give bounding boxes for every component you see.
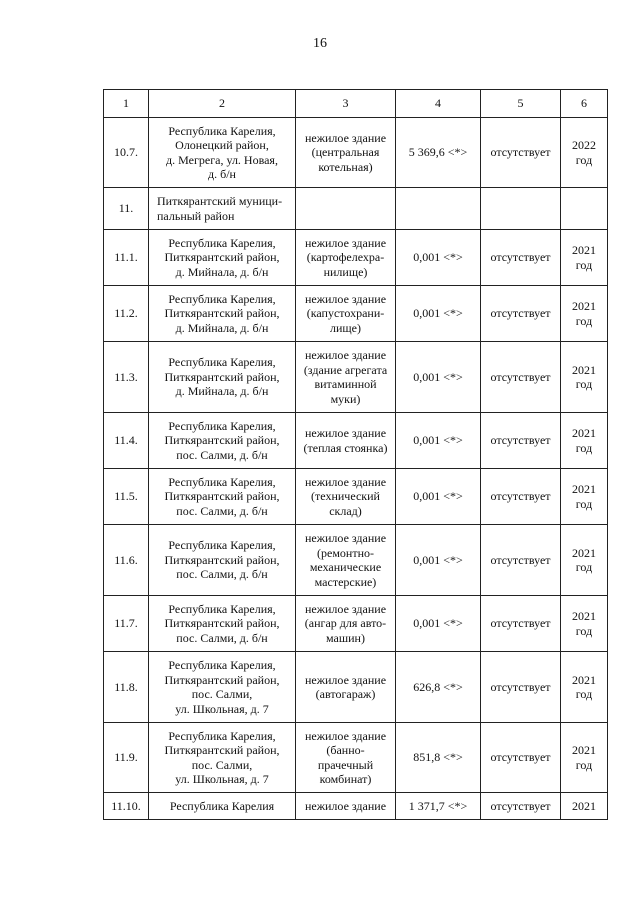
area-cell: 0,001 <*> <box>396 525 481 596</box>
column-header: 1 <box>104 90 149 118</box>
status-cell: отсутствует <box>481 413 561 469</box>
property-table <box>103 89 608 820</box>
address-cell: Питкярантский муници- пальный район <box>149 188 296 230</box>
status-cell: отсутствует <box>481 652 561 723</box>
object-type-cell: нежилое здание (ремонтно- механические мастерские) <box>296 525 396 596</box>
object-type-cell: нежилое здание (центральная котельная) <box>296 118 396 188</box>
row-number: 10.7. <box>104 118 149 188</box>
area-cell <box>396 188 481 230</box>
object-type-cell: нежилое здание (здание агрегата витаминной муки) <box>296 342 396 413</box>
status-cell: отсутствует <box>481 118 561 188</box>
area-cell: 851,8 <*> <box>396 723 481 793</box>
table-row <box>104 118 608 188</box>
status-cell: отсутствует <box>481 230 561 286</box>
column-header: 4 <box>396 90 481 118</box>
status-cell: отсутствует <box>481 469 561 525</box>
row-number: 11.3. <box>104 342 149 413</box>
year-cell: 2021 год <box>561 413 608 469</box>
year-cell: 2021 год <box>561 525 608 596</box>
address-cell: Республика Карелия, Питкярантский район, пос. Салми, д. б/н <box>149 413 296 469</box>
object-type-cell: нежилое здание (картофелехра- нилище) <box>296 230 396 286</box>
year-cell: 2021 год <box>561 230 608 286</box>
object-type-cell: нежилое здание (ангар для авто- машин) <box>296 596 396 652</box>
table-row <box>104 342 608 413</box>
object-type-cell <box>296 188 396 230</box>
year-cell: 2021 <box>561 793 608 820</box>
row-number: 11.8. <box>104 652 149 723</box>
column-header: 6 <box>561 90 608 118</box>
column-header: 3 <box>296 90 396 118</box>
table-row <box>104 188 608 230</box>
year-cell: 2021 год <box>561 342 608 413</box>
area-cell: 5 369,6 <*> <box>396 118 481 188</box>
area-cell: 0,001 <*> <box>396 286 481 342</box>
address-cell: Республика Карелия, Питкярантский район, пос. Салми, д. б/н <box>149 525 296 596</box>
address-cell: Республика Карелия, Питкярантский район, пос. Салми, ул. Школьная, д. 7 <box>149 723 296 793</box>
year-cell: 2021 год <box>561 723 608 793</box>
year-cell: 2022 год <box>561 118 608 188</box>
status-cell: отсутствует <box>481 793 561 820</box>
row-number: 11.4. <box>104 413 149 469</box>
address-cell: Республика Карелия, Питкярантский район, д. Мийнала, д. б/н <box>149 230 296 286</box>
object-type-cell: нежилое здание (банно- прачечный комбинат) <box>296 723 396 793</box>
table-row <box>104 286 608 342</box>
area-cell: 0,001 <*> <box>396 230 481 286</box>
table-row <box>104 525 608 596</box>
status-cell: отсутствует <box>481 596 561 652</box>
object-type-cell: нежилое здание (капустохрани- лище) <box>296 286 396 342</box>
row-number: 11.5. <box>104 469 149 525</box>
row-number: 11.1. <box>104 230 149 286</box>
row-number: 11.2. <box>104 286 149 342</box>
object-type-cell: нежилое здание (автогараж) <box>296 652 396 723</box>
address-cell: Республика Карелия, Олонецкий район, д. Мегрега, ул. Новая, д. б/н <box>149 118 296 188</box>
table-row <box>104 652 608 723</box>
status-cell: отсутствует <box>481 723 561 793</box>
column-header: 2 <box>149 90 296 118</box>
table-row <box>104 723 608 793</box>
area-cell: 0,001 <*> <box>396 469 481 525</box>
row-number: 11. <box>104 188 149 230</box>
year-cell: 2021 год <box>561 469 608 525</box>
object-type-cell: нежилое здание (технический склад) <box>296 469 396 525</box>
area-cell: 0,001 <*> <box>396 342 481 413</box>
year-cell: 2021 год <box>561 596 608 652</box>
table-row <box>104 469 608 525</box>
status-cell: отсутствует <box>481 525 561 596</box>
object-type-cell: нежилое здание (теплая стоянка) <box>296 413 396 469</box>
table-row <box>104 230 608 286</box>
year-cell: 2021 год <box>561 652 608 723</box>
address-cell: Республика Карелия, Питкярантский район, пос. Салми, д. б/н <box>149 596 296 652</box>
year-cell <box>561 188 608 230</box>
table-header-row <box>104 90 608 118</box>
year-cell: 2021 год <box>561 286 608 342</box>
area-cell: 626,8 <*> <box>396 652 481 723</box>
area-cell: 1 371,7 <*> <box>396 793 481 820</box>
table-row <box>104 596 608 652</box>
table-row <box>104 413 608 469</box>
page-number: 16 <box>313 36 327 51</box>
status-cell: отсутствует <box>481 286 561 342</box>
row-number: 11.6. <box>104 525 149 596</box>
area-cell: 0,001 <*> <box>396 596 481 652</box>
address-cell: Республика Карелия, Питкярантский район, д. Мийнала, д. б/н <box>149 286 296 342</box>
object-type-cell: нежилое здание <box>296 793 396 820</box>
address-cell: Республика Карелия, Питкярантский район, пос. Салми, д. б/н <box>149 469 296 525</box>
table-row <box>104 793 608 820</box>
address-cell: Республика Карелия <box>149 793 296 820</box>
column-header: 5 <box>481 90 561 118</box>
row-number: 11.10. <box>104 793 149 820</box>
status-cell <box>481 188 561 230</box>
area-cell: 0,001 <*> <box>396 413 481 469</box>
address-cell: Республика Карелия, Питкярантский район, д. Мийнала, д. б/н <box>149 342 296 413</box>
status-cell: отсутствует <box>481 342 561 413</box>
row-number: 11.9. <box>104 723 149 793</box>
address-cell: Республика Карелия, Питкярантский район, пос. Салми, ул. Школьная, д. 7 <box>149 652 296 723</box>
row-number: 11.7. <box>104 596 149 652</box>
